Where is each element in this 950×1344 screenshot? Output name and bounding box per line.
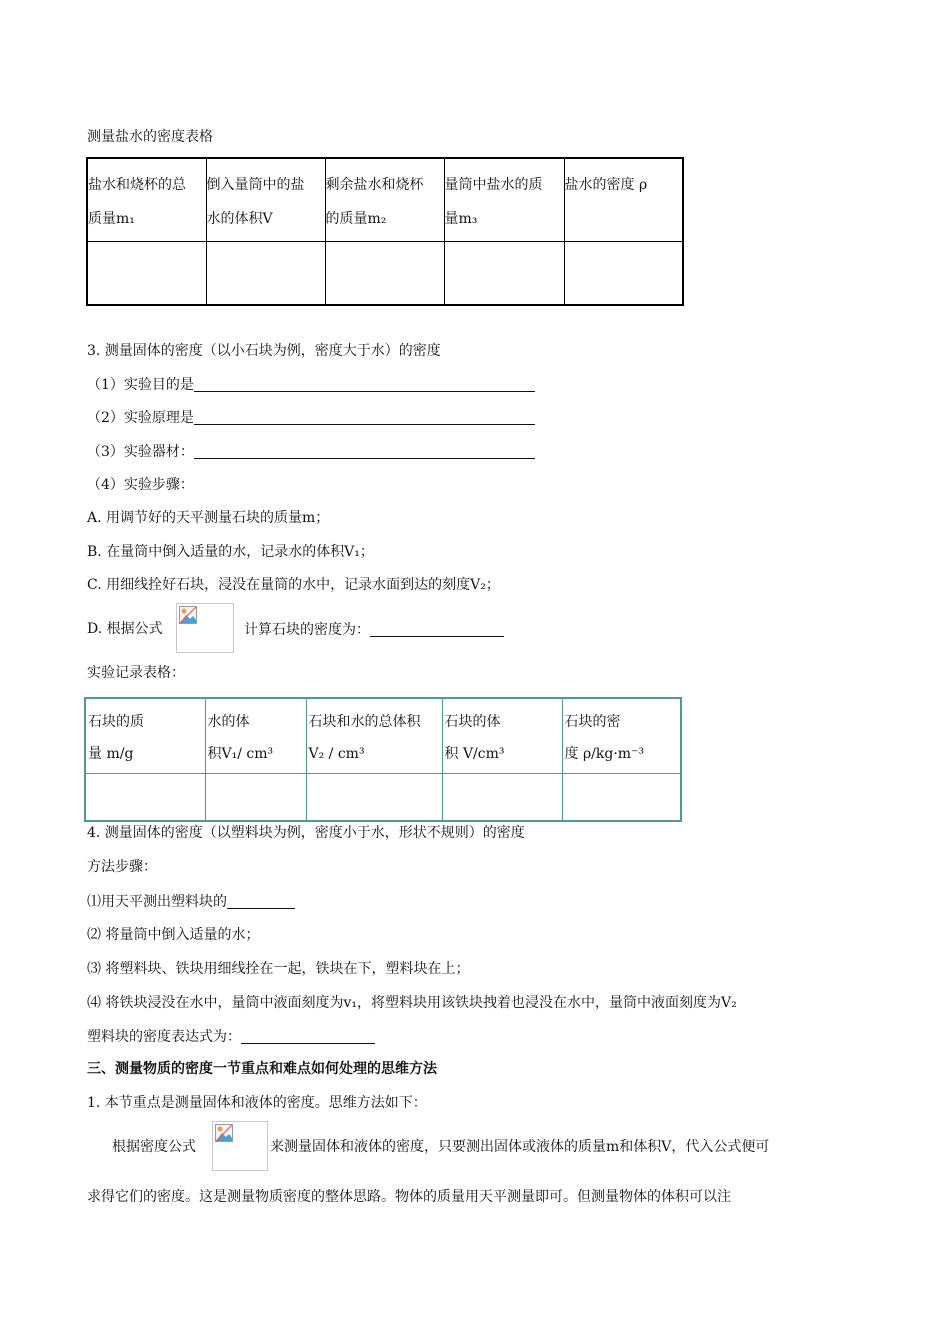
table-header-row bbox=[85, 698, 681, 774]
expression-blank[interactable] bbox=[241, 1029, 375, 1044]
steps-label: （4）实验步骤： bbox=[87, 477, 194, 493]
table-cell[interactable] bbox=[442, 774, 562, 822]
step-d-line: 计算石块的密度为： bbox=[244, 622, 504, 637]
step-a: A. 用调节好的天平测量石块的质量m； bbox=[87, 510, 330, 526]
principle-blank[interactable] bbox=[194, 410, 535, 425]
step-d-prefix: D. 根据公式 bbox=[87, 621, 163, 637]
density-blank[interactable] bbox=[370, 622, 504, 637]
expression-line: 塑料块的密度表达式为： bbox=[87, 1029, 375, 1044]
table-cell[interactable] bbox=[205, 774, 306, 822]
paragraph-3: 求得它们的密度。这是测量物质密度的整体思路。物体的质量用天平测量即可。但测量物体的体积可以注 bbox=[87, 1189, 731, 1205]
table-header-cell: 盐水和烧杯的总 质量m₁ bbox=[87, 158, 206, 242]
method-label: 方法步骤： bbox=[87, 859, 157, 875]
formula-image bbox=[212, 1121, 268, 1171]
table-header-cell: 剩余盐水和烧杯 的质量m₂ bbox=[325, 158, 444, 242]
table-header-cell: 倒入量筒中的盐 水的体积V bbox=[206, 158, 325, 242]
principle-line: （2）实验原理是 bbox=[87, 410, 535, 425]
mass-blank[interactable] bbox=[227, 894, 295, 909]
table-header-cell: 石块的质 量 m/g bbox=[85, 698, 205, 774]
table-header-cell: 水的体 积V₁/ cm³ bbox=[205, 698, 306, 774]
table-cell[interactable] bbox=[325, 242, 444, 306]
section4-title: 4. 测量固体的密度（以塑料块为例，密度小于水，形状不规则）的密度 bbox=[87, 825, 525, 841]
table-cell[interactable] bbox=[85, 774, 205, 822]
table-row bbox=[85, 774, 681, 822]
purpose-line: （1）实验目的是 bbox=[87, 377, 535, 392]
table-header-row bbox=[87, 158, 683, 242]
step-2: ⑵ 将量筒中倒入适量的水； bbox=[87, 927, 260, 943]
salt-density-table bbox=[86, 157, 684, 306]
broken-image-icon bbox=[179, 606, 197, 624]
table-header-cell: 石块的密 度 ρ/kg·m⁻³ bbox=[562, 698, 681, 774]
step-c: C. 用细线拴好石块，浸没在量筒的水中，记录水面到达的刻度V₂； bbox=[87, 577, 500, 593]
table-header-cell: 量筒中盐水的质 量m₃ bbox=[444, 158, 564, 242]
paragraph-1: 1. 本节重点是测量固体和液体的密度。思维方法如下： bbox=[87, 1095, 427, 1111]
table-header-cell: 盐水的密度 ρ bbox=[564, 158, 683, 242]
step-1: ⑴用天平测出塑料块的 bbox=[87, 894, 295, 909]
paragraph-2-prefix: 根据密度公式 bbox=[112, 1139, 196, 1155]
equipment-blank[interactable] bbox=[194, 444, 535, 459]
table-row bbox=[87, 242, 683, 306]
step-b: B. 在量筒中倒入适量的水，记录水的体积V₁； bbox=[87, 544, 374, 560]
section3-title: 3. 测量固体的密度（以小石块为例，密度大于水）的密度 bbox=[87, 343, 441, 359]
salt-table-caption: 测量盐水的密度表格 bbox=[87, 129, 213, 145]
table-cell[interactable] bbox=[562, 774, 681, 822]
section-three-heading: 三、测量物质的密度一节重点和难点如何处理的思维方法 bbox=[87, 1061, 437, 1077]
table-header-cell: 石块和水的总体积 V₂ / cm³ bbox=[306, 698, 442, 774]
step-3: ⑶ 将塑料块、铁块用细线拴在一起，铁块在下，塑料块在上； bbox=[87, 961, 470, 977]
equipment-line: （3）实验器材： bbox=[87, 444, 535, 459]
table-cell[interactable] bbox=[206, 242, 325, 306]
step-4: ⑷ 将铁块浸没在水中，量筒中液面刻度为v₁，将塑料块用该铁块拽着也浸没在水中，量筒中液面刻度为V₂ bbox=[87, 995, 737, 1011]
broken-image-icon bbox=[215, 1124, 233, 1142]
table-cell[interactable] bbox=[444, 242, 564, 306]
purpose-blank[interactable] bbox=[194, 377, 535, 392]
stone-density-table bbox=[84, 697, 682, 822]
table-cell[interactable] bbox=[306, 774, 442, 822]
paragraph-2-suffix: 来测量固体和液体的密度，只要测出固体或液体的质量m和体积V，代入公式便可 bbox=[270, 1139, 770, 1155]
table-cell[interactable] bbox=[87, 242, 206, 306]
formula-image bbox=[176, 603, 234, 653]
table-cell[interactable] bbox=[564, 242, 683, 306]
record-caption: 实验记录表格： bbox=[87, 665, 185, 681]
table-header-cell: 石块的体 积 V/cm³ bbox=[442, 698, 562, 774]
